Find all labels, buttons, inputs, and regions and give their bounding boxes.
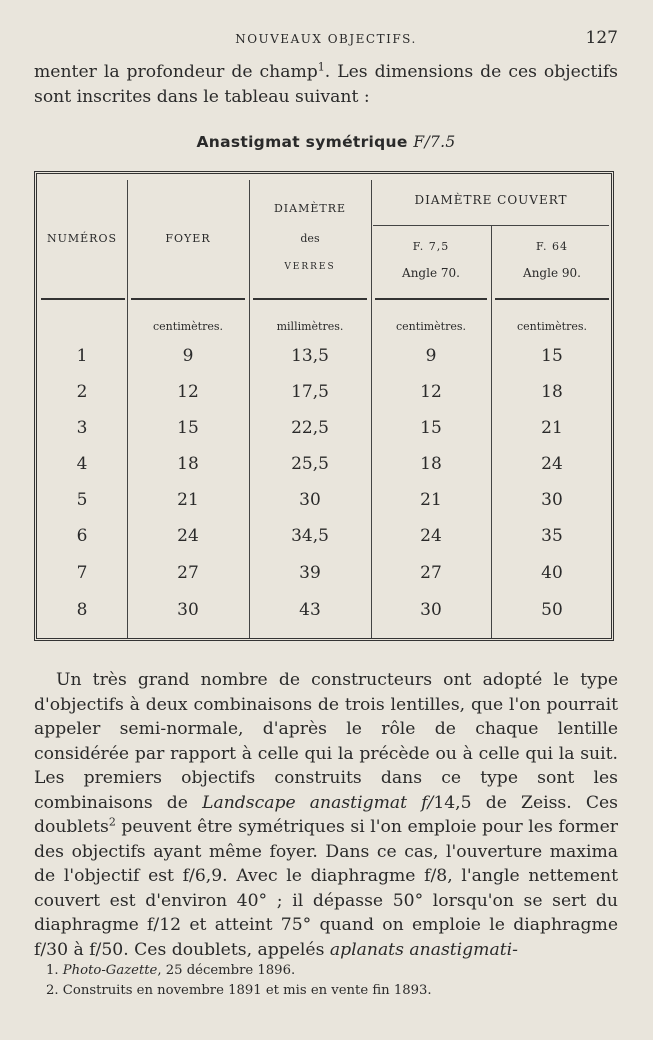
cell-f75: 15: [420, 418, 442, 438]
cell-numero: 4: [76, 454, 88, 474]
cell-diametre-verres: 13,5: [291, 346, 329, 366]
cell-f64: 24: [541, 454, 563, 474]
header-rule: [253, 298, 367, 300]
unit-diametre-verres: millimètres.: [276, 320, 344, 333]
cell-f75: 12: [420, 382, 442, 402]
cell-foyer: 18: [177, 454, 199, 474]
header-rule: [495, 298, 609, 300]
table-title: [34, 133, 618, 151]
table-row: [37, 555, 611, 591]
table-row: [37, 592, 611, 628]
header-verres: VERRES: [284, 262, 336, 272]
body-italic-aplanats: aplanats anastigmati-: [329, 939, 518, 960]
cell-f64: 15: [541, 346, 563, 366]
cell-f75: 30: [420, 600, 442, 620]
footnote-ref-2: 2: [108, 815, 116, 829]
body-paragraph: [34, 668, 618, 962]
cell-diametre-verres: 34,5: [291, 526, 329, 546]
footnote-1: [46, 961, 616, 981]
footnote-1-number: 1.: [46, 963, 59, 978]
body-text-3: peuvent être symétriques si l'on emploie pour les former des objectifs ayant même foyer. Dans ce cas, l'ouverture maxima de l'objectif est f/6,9. Avec le diaphragme f/8, l'angle nettement couvert est d'environ 40° ; il dépasse 50° lorsqu'on se sert du diaphragme f/12 et atteint 75° quand on emploie le diaphragme f/30 à f/50. Ces doublets, appelés: [34, 817, 618, 960]
cell-diametre-verres: 39: [299, 563, 321, 583]
header-des: des: [300, 232, 320, 245]
cell-numero: 2: [76, 382, 88, 402]
footnote-1-source: Photo-Gazette: [62, 963, 158, 978]
header-subgroup-rule: [373, 225, 609, 226]
header-foyer: FOYER: [165, 232, 211, 245]
header-f64: F. 64: [536, 240, 568, 253]
cell-f64: 40: [541, 563, 563, 583]
unit-foyer: centimètres.: [153, 320, 223, 333]
table-row: [37, 482, 611, 518]
body-text-2: 14,5 de Zeiss. Ces doublets: [34, 792, 618, 837]
cell-diametre-verres: 17,5: [291, 382, 329, 402]
cell-numero: 7: [76, 563, 88, 583]
cell-f64: 35: [541, 526, 563, 546]
cell-numero: 3: [76, 418, 88, 438]
cell-diametre-verres: 22,5: [291, 418, 329, 438]
cell-foyer: 24: [177, 526, 199, 546]
table-title-text: Anastigmat symétrique: [196, 133, 408, 151]
cell-f64: 21: [541, 418, 563, 438]
footnote-2-text: Construits en novembre 1891 et mis en vente fin 1893.: [62, 983, 432, 998]
unit-f75: centimètres.: [396, 320, 466, 333]
header-angle-70: Angle 70.: [402, 266, 460, 280]
cell-diametre-verres: 43: [299, 600, 321, 620]
table-row: [37, 374, 611, 410]
table-row: [37, 410, 611, 446]
header-angle-90: Angle 90.: [523, 266, 581, 280]
footnotes: [46, 961, 616, 1001]
cell-f75: 24: [420, 526, 442, 546]
table-row: [37, 338, 611, 374]
intro-paragraph: [34, 60, 618, 109]
table-row: [37, 446, 611, 482]
header-rule: [375, 298, 487, 300]
header-rule: [131, 298, 245, 300]
cell-numero: 8: [76, 600, 88, 620]
cell-diametre-verres: 25,5: [291, 454, 329, 474]
cell-foyer: 21: [177, 490, 199, 510]
cell-foyer: 30: [177, 600, 199, 620]
cell-f75: 9: [425, 346, 437, 366]
cell-foyer: 9: [182, 346, 194, 366]
running-title: NOUVEAUX OBJECTIFS.: [235, 32, 417, 46]
cell-numero: 1: [76, 346, 88, 366]
header-diametre-couvert: DIAMÈTRE COUVERT: [414, 193, 568, 207]
header-numeros: NUMÉROS: [46, 232, 118, 245]
footnote-ref-1: 1: [317, 60, 325, 74]
cell-foyer: 27: [177, 563, 199, 583]
intro-text-after: . Les dimensions de ces objectifs sont inscrites dans le tableau suivant :: [34, 62, 618, 107]
cell-f75: 18: [420, 454, 442, 474]
unit-f64: centimètres.: [517, 320, 587, 333]
running-head: [34, 28, 618, 50]
cell-numero: 6: [76, 526, 88, 546]
cell-diametre-verres: 30: [299, 490, 321, 510]
body-text-1: Un très grand nombre de constructeurs ont adopté le type d'objectifs à deux combinaisons de trois lentilles, que l'on pourrait appeler semi-normale, d'après le rôle de chaque lentille considérée par rapport à celle qui la précède ou à celle qui la suit. Les premiers objectifs construits dans ce type sont les combinaisons de: [34, 670, 618, 813]
header-diametre: DIAMÈTRE: [273, 202, 347, 215]
cell-f64: 30: [541, 490, 563, 510]
header-f75: F. 7,5: [412, 240, 450, 253]
cell-foyer: 15: [177, 418, 199, 438]
header-rule: [41, 298, 125, 300]
body-italic-landscape: Landscape anastigmat: [202, 792, 408, 813]
body-italic-f: f/: [407, 792, 434, 813]
cell-f75: 21: [420, 490, 442, 510]
footnote-2-number: 2.: [46, 983, 59, 998]
page-number: 127: [585, 28, 618, 48]
cell-numero: 5: [76, 490, 88, 510]
dimensions-table: [34, 171, 614, 641]
table-row: [37, 518, 611, 554]
cell-f75: 27: [420, 563, 442, 583]
footnote-1-date: , 25 décembre 1896.: [157, 963, 296, 978]
table-title-aperture: F/7.5: [413, 133, 456, 151]
footnote-2: [46, 981, 616, 1001]
cell-foyer: 12: [177, 382, 199, 402]
intro-text-before: menter la profondeur de champ: [34, 62, 318, 82]
cell-f64: 50: [541, 600, 563, 620]
cell-f64: 18: [541, 382, 563, 402]
